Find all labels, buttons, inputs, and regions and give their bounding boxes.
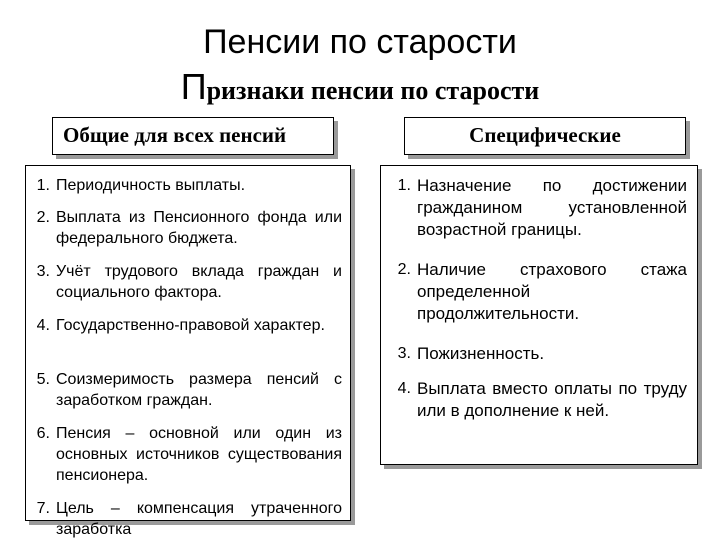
item-text: Государственно-правовой характер.	[56, 317, 325, 334]
item-text: Соизмеримость размера пенсий с заработком граждан.	[56, 371, 342, 409]
list-item	[26, 261, 350, 303]
list-item	[26, 207, 350, 249]
list-item	[381, 378, 697, 422]
item-text: Периодичность выплаты.	[56, 177, 246, 194]
item-number: 1.	[397, 177, 411, 194]
list-item	[26, 369, 350, 411]
item-number: 7.	[36, 500, 50, 517]
specific-features-panel	[380, 165, 698, 465]
item-number: 4.	[36, 317, 50, 334]
item-number: 2.	[36, 209, 50, 226]
item-text: Выплата из Пенсионного фонда или федерального бюджета.	[56, 209, 342, 247]
item-number: 2.	[397, 261, 411, 278]
list-item	[26, 498, 350, 540]
item-number: 4.	[397, 380, 411, 397]
item-number: 1.	[36, 177, 50, 194]
list-item	[26, 315, 350, 336]
list-item	[381, 343, 697, 365]
general-features-panel	[25, 165, 351, 538]
subtitle-rest: ризнаки пенсии по старости	[206, 76, 540, 105]
list-item	[26, 423, 350, 486]
list-item	[381, 259, 697, 325]
item-text: Пожизненность.	[417, 344, 545, 363]
item-text: Пенсия – основной или один из основных источников существования пенсионера.	[56, 425, 342, 484]
page-subtitle	[0, 66, 720, 108]
specific-features-header: Специфические	[404, 117, 686, 155]
item-number: 6.	[36, 425, 50, 442]
general-features-header: Общие для всех пенсий	[52, 117, 334, 155]
item-text: Выплата вместо оплаты по труду или в дополнение к ней.	[417, 379, 687, 420]
item-text: Цель – компенсация утраченного заработка	[56, 500, 342, 538]
list-item	[381, 175, 697, 241]
item-text: Назначение по достижении гражданином установленной возрастной границы.	[417, 176, 687, 239]
item-number: 3.	[397, 345, 411, 362]
item-number: 3.	[36, 263, 50, 280]
subtitle-first-letter: П	[180, 66, 207, 107]
item-text: Наличие страхового стажа определенной продолжительности.	[417, 260, 687, 323]
item-text: Учёт трудового вклада граждан и социального фактора.	[56, 263, 342, 301]
page-title: Пенсии по старости	[203, 23, 517, 61]
item-number: 5.	[36, 371, 50, 388]
list-item	[26, 175, 350, 196]
